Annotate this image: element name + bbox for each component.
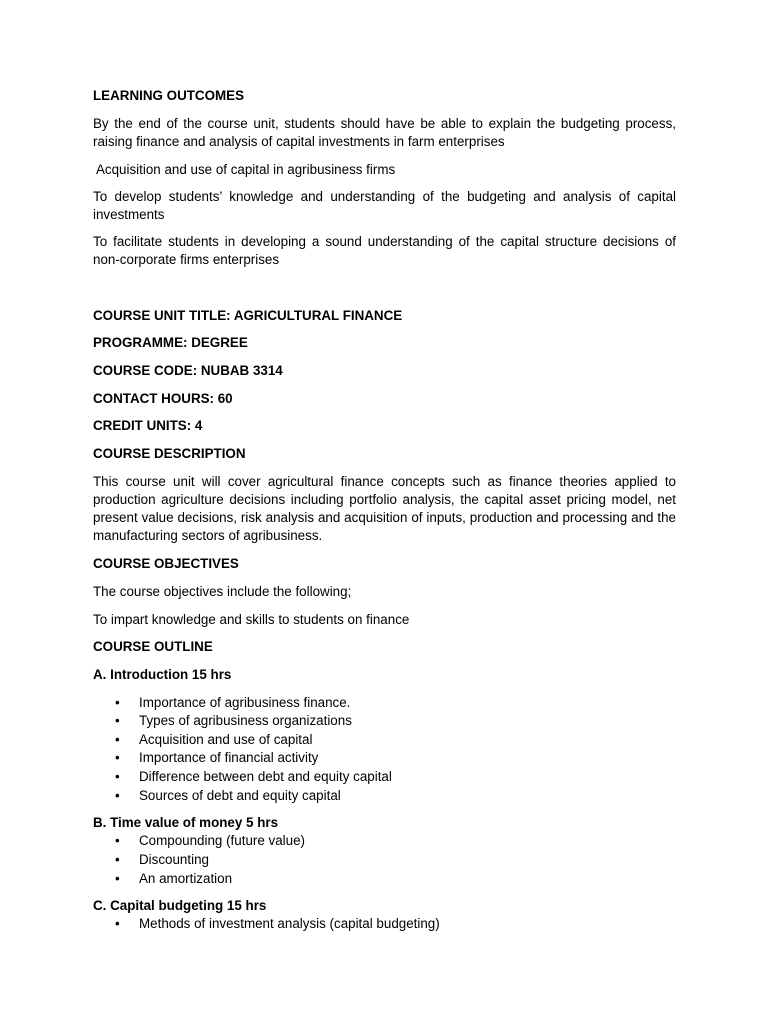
list-item-text: Difference between debt and equity capital bbox=[139, 769, 392, 785]
list-item-text: An amortization bbox=[139, 870, 233, 886]
course-outline-heading: COURSE OUTLINE bbox=[93, 639, 213, 655]
list-item bbox=[93, 731, 676, 750]
credit-units-label: CREDIT UNITS: 4 bbox=[93, 418, 203, 434]
document-page bbox=[93, 87, 676, 934]
contact-hours-label: CONTACT HOURS: 60 bbox=[93, 390, 233, 406]
bullet-icon: • bbox=[115, 731, 120, 747]
list-item-text: Compounding (future value) bbox=[139, 833, 305, 849]
bullet-icon: • bbox=[115, 916, 120, 932]
learning-outcome-paragraph: To facilitate students in developing a sound understanding of the capital structure decisions of non-corporate firms enterprises bbox=[93, 234, 676, 268]
learning-outcome-paragraph: Acquisition and use of capital in agribusiness firms bbox=[93, 161, 396, 177]
bullet-icon: • bbox=[115, 833, 120, 849]
programme-label: PROGRAMME: DEGREE bbox=[93, 335, 248, 351]
course-unit-title: COURSE UNIT TITLE: AGRICULTURAL FINANCE bbox=[93, 307, 403, 323]
bullet-icon: • bbox=[115, 750, 120, 766]
list-item-text: Acquisition and use of capital bbox=[139, 731, 313, 747]
list-item bbox=[93, 694, 676, 713]
outline-section-title: C. Capital budgeting 15 hrs bbox=[93, 898, 267, 914]
learning-outcomes-heading: LEARNING OUTCOMES bbox=[93, 88, 245, 103]
learning-outcome-paragraph: By the end of the course unit, students should have be able to explain the budgeting process, raising finance and analysis of capital investments in farm enterprises bbox=[93, 116, 676, 150]
list-item-text: Importance of financial activity bbox=[139, 750, 319, 766]
bullet-icon: • bbox=[115, 769, 120, 785]
list-item bbox=[93, 870, 676, 889]
course-objectives-heading: COURSE OBJECTIVES bbox=[93, 556, 239, 572]
list-item bbox=[93, 915, 676, 934]
outline-section-list bbox=[93, 832, 676, 888]
bullet-icon: • bbox=[115, 694, 120, 710]
list-item bbox=[93, 768, 676, 787]
bullet-icon: • bbox=[115, 713, 120, 729]
outline-section-list bbox=[93, 694, 676, 806]
bullet-icon: • bbox=[115, 870, 120, 886]
outline-section-list bbox=[93, 915, 676, 934]
course-objectives-paragraph: To impart knowledge and skills to students on finance bbox=[93, 611, 410, 627]
bullet-icon: • bbox=[115, 787, 120, 803]
list-item bbox=[93, 749, 676, 768]
bullet-icon: • bbox=[115, 852, 120, 868]
course-description-text: This course unit will cover agricultural finance concepts such as finance theories applied to production agriculture decisions including portfolio analysis, the capital asset pricing model, net present value decisions, risk analysis and acquisition of inputs, production and processing and the manufacturing sectors of agribusiness. bbox=[93, 473, 676, 544]
list-item-text: Sources of debt and equity capital bbox=[139, 787, 341, 803]
course-objectives-paragraph: The course objectives include the following; bbox=[93, 583, 352, 599]
list-item bbox=[93, 851, 676, 870]
list-item bbox=[93, 832, 676, 851]
list-item-text: Methods of investment analysis (capital budgeting) bbox=[139, 916, 440, 932]
list-item bbox=[93, 712, 676, 731]
learning-outcome-paragraph: To develop students’ knowledge and understanding of the budgeting and analysis of capital investments bbox=[93, 188, 676, 223]
course-code-label: COURSE CODE: NUBAB 3314 bbox=[93, 363, 283, 379]
list-item-text: Discounting bbox=[139, 852, 209, 868]
list-item-text: Types of agribusiness organizations bbox=[139, 713, 352, 729]
list-item-text: Importance of agribusiness finance. bbox=[139, 694, 351, 710]
list-item bbox=[93, 787, 676, 806]
course-description-heading: COURSE DESCRIPTION bbox=[93, 446, 246, 462]
outline-section-title: B. Time value of money 5 hrs bbox=[93, 815, 279, 831]
outline-section-title: A. Introduction 15 hrs bbox=[93, 666, 232, 682]
